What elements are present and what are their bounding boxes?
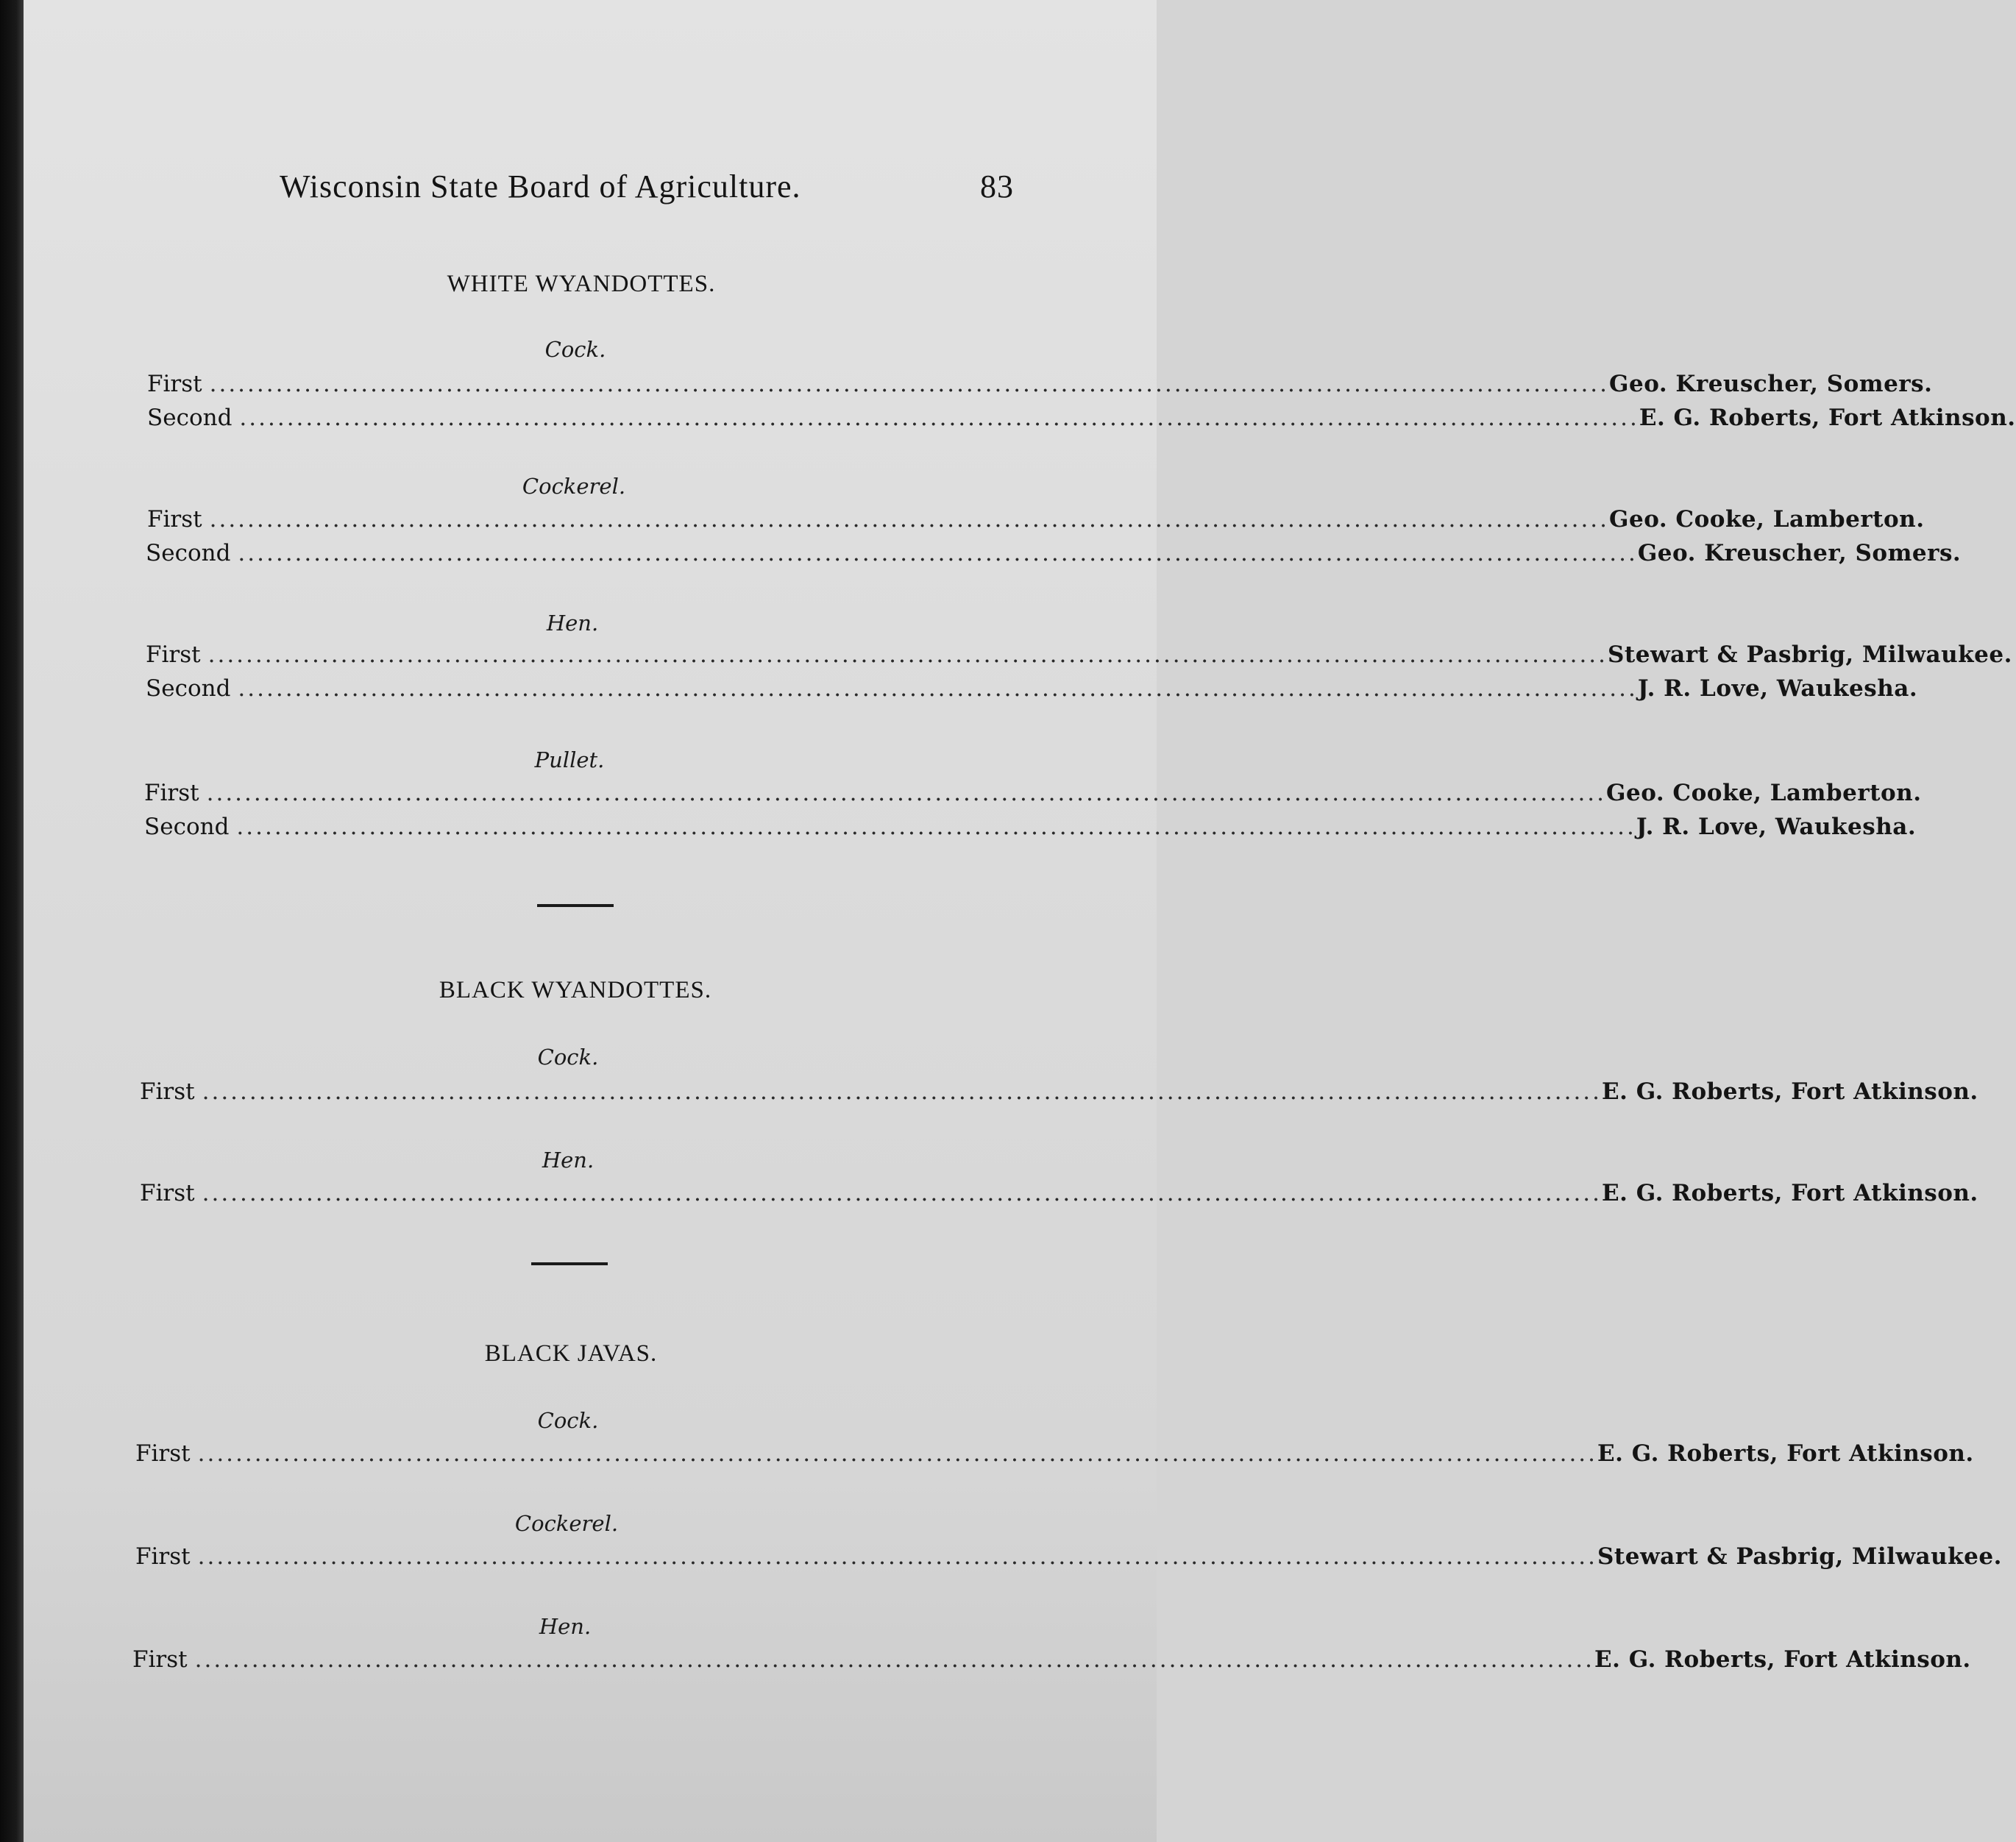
- section-heading-white-wyandottes: WHITE WYANDOTTES.: [447, 271, 716, 297]
- award-winner: J. R. Love, Waukesha.: [1636, 814, 1917, 840]
- book-spine-shadow: [0, 0, 24, 1842]
- award-place: Second: [144, 814, 230, 840]
- class-heading-cock: Cock.: [537, 1408, 599, 1433]
- class-heading-pullet: Pullet.: [534, 747, 605, 772]
- award-place: First: [146, 641, 201, 668]
- award-winner: E. G. Roberts, Fort Atkinson.: [1597, 1440, 1974, 1467]
- dot-leader: ....................................................................................................................................................: [197, 1440, 1598, 1467]
- dot-leader: ....................................................................................................................................................: [207, 641, 1608, 668]
- award-winner: Geo. Cooke, Lamberton.: [1609, 506, 1925, 533]
- award-entry: [144, 780, 1922, 812]
- section-heading-black-wyandottes: BLACK WYANDOTTES.: [439, 977, 712, 1003]
- award-entry: [140, 1180, 1978, 1212]
- award-place: First: [144, 780, 199, 806]
- running-head-title: Wisconsin State Board of Agriculture.: [280, 168, 801, 205]
- award-winner: E. G. Roberts, Fort Atkinson.: [1602, 1078, 1978, 1105]
- award-winner: E. G. Roberts, Fort Atkinson.: [1639, 405, 2016, 431]
- dot-leader: ....................................................................................................................................................: [238, 675, 1638, 702]
- award-place: First: [140, 1180, 195, 1206]
- award-winner: E. G. Roberts, Fort Atkinson.: [1602, 1180, 1978, 1206]
- dot-leader: ....................................................................................................................................................: [209, 371, 1610, 397]
- award-place: First: [140, 1078, 195, 1105]
- class-heading-cock: Cock.: [537, 1045, 599, 1070]
- dot-leader: ....................................................................................................................................................: [238, 540, 1638, 566]
- award-winner: E. G. Roberts, Fort Atkinson.: [1594, 1646, 1971, 1673]
- award-winner: J. R. Love, Waukesha.: [1637, 675, 1918, 702]
- award-entry: [135, 1543, 2002, 1576]
- class-heading-hen: Hen.: [542, 1148, 594, 1173]
- class-heading-cockerel: Cockerel.: [514, 1511, 619, 1536]
- award-winner: Stewart & Pasbrig, Milwaukee.: [1597, 1543, 2002, 1570]
- award-place: First: [147, 371, 202, 397]
- dot-leader: ....................................................................................................................................................: [206, 780, 1607, 806]
- dot-leader: ....................................................................................................................................................: [209, 506, 1610, 533]
- class-heading-hen: Hen.: [539, 1614, 592, 1639]
- section-divider: [537, 904, 614, 907]
- award-place: Second: [147, 405, 233, 431]
- award-winner: Geo. Cooke, Lamberton.: [1606, 780, 1922, 806]
- dot-leader: ....................................................................................................................................................: [202, 1180, 1602, 1206]
- dot-leader: ....................................................................................................................................................: [194, 1646, 1595, 1673]
- award-entry: [147, 371, 1933, 403]
- award-entry: [146, 675, 1918, 708]
- award-entry: [146, 641, 2012, 674]
- award-winner: Stewart & Pasbrig, Milwaukee.: [1608, 641, 2012, 668]
- award-place: Second: [146, 675, 231, 702]
- award-entry: [135, 1440, 1974, 1473]
- award-winner: Geo. Kreuscher, Somers.: [1637, 540, 1962, 566]
- award-entry: [147, 506, 1925, 538]
- dot-leader: ....................................................................................................................................................: [197, 1543, 1598, 1570]
- section-divider: [531, 1262, 608, 1265]
- award-place: First: [147, 506, 202, 533]
- class-heading-cock: Cock.: [544, 337, 606, 362]
- award-entry: [147, 405, 2016, 437]
- dot-leader: ....................................................................................................................................................: [239, 405, 1639, 431]
- award-entry: [146, 540, 1962, 572]
- dot-leader: ....................................................................................................................................................: [202, 1078, 1602, 1105]
- award-winner: Geo. Kreuscher, Somers.: [1609, 371, 1933, 397]
- page-number: 83: [980, 168, 1014, 205]
- award-place: First: [135, 1440, 191, 1467]
- running-head: [280, 168, 1015, 212]
- award-entry: [144, 814, 1917, 846]
- dot-leader: ....................................................................................................................................................: [236, 814, 1636, 840]
- section-heading-black-javas: BLACK JAVAS.: [484, 1340, 658, 1367]
- award-place: First: [135, 1543, 191, 1570]
- award-entry: [140, 1078, 1978, 1111]
- award-place: First: [132, 1646, 188, 1673]
- class-heading-cockerel: Cockerel.: [522, 474, 626, 499]
- award-place: Second: [146, 540, 231, 566]
- award-entry: [132, 1646, 1971, 1679]
- class-heading-hen: Hen.: [546, 611, 599, 636]
